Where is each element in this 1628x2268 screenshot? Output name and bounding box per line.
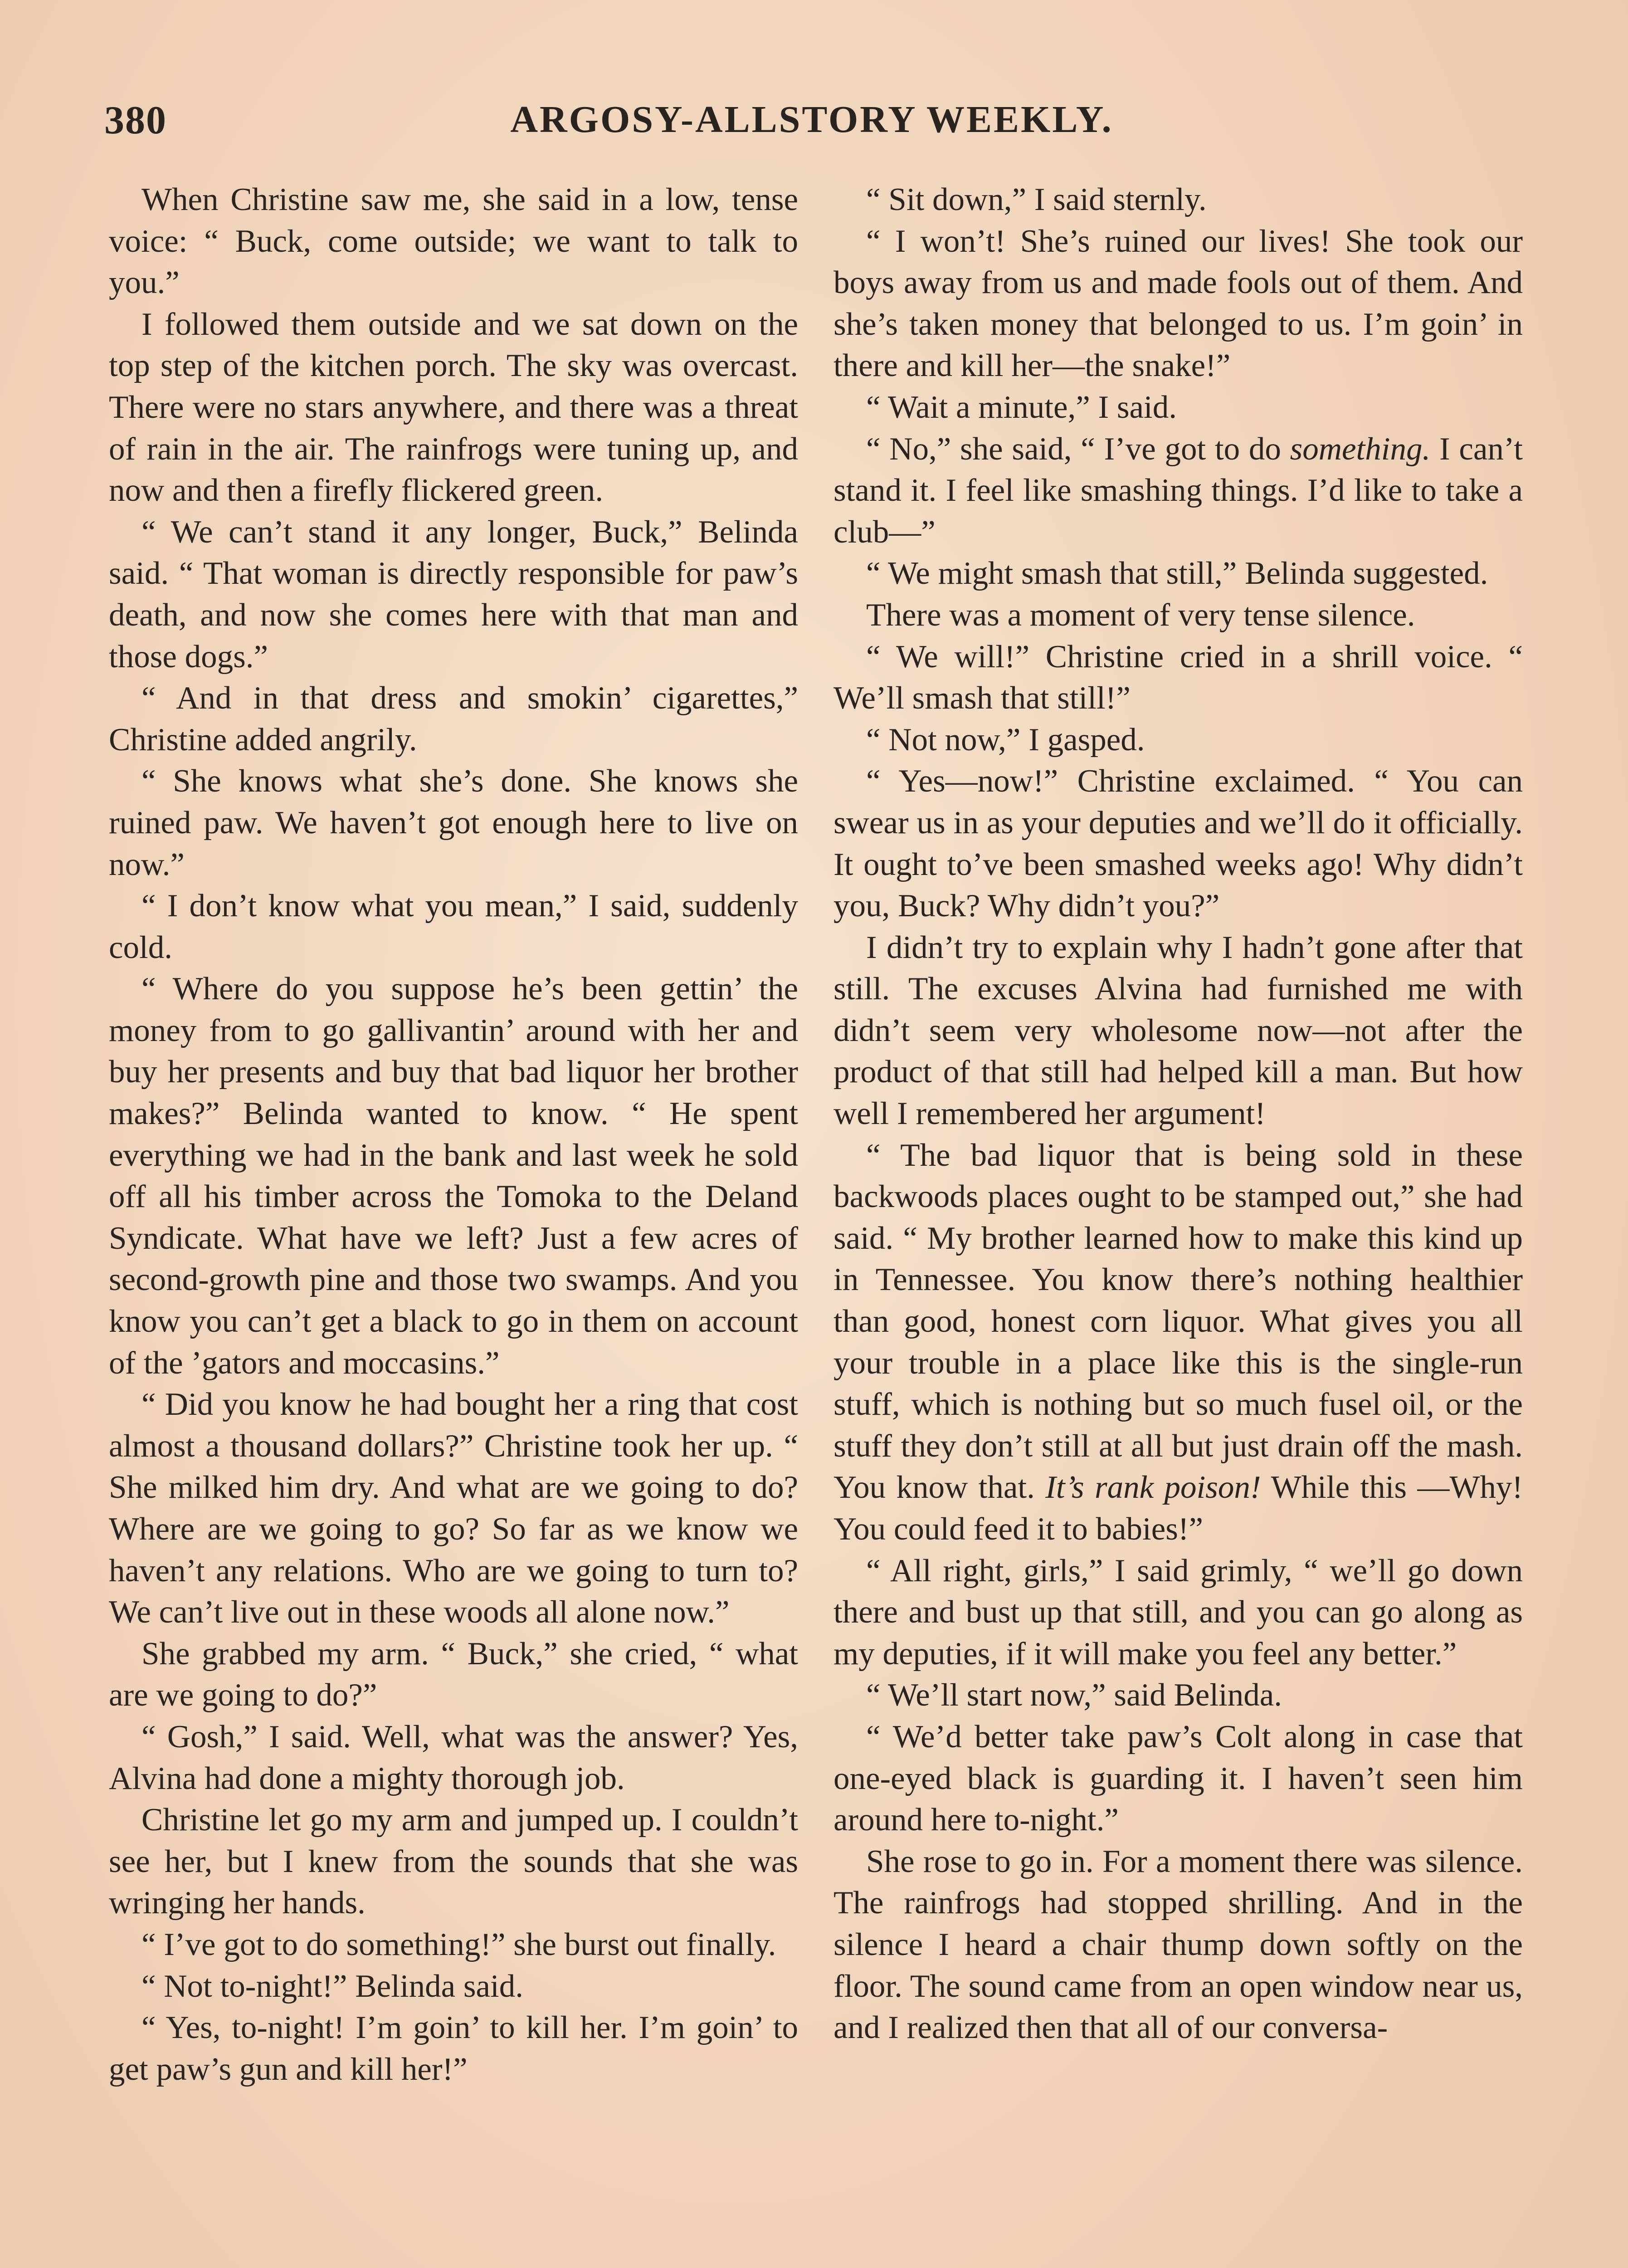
paragraph: “ We can’t stand it any longer, Buck,” Belinda said. “ That woman is directly responsible for paw’s death, and now she comes here with that man and those dogs.” [109, 514, 798, 675]
paragraph [833, 429, 1523, 553]
paragraph-text: While this —Why! You could feed it to babies!” [833, 1470, 1523, 1547]
paragraph: There was a moment of very tense silence. [866, 597, 1415, 633]
page-number: 380 [104, 98, 167, 142]
paragraph: She grabbed my arm. “ Buck,” she cried, “ what are we going to do?” [109, 1636, 798, 1713]
right-column [833, 179, 1523, 2049]
paragraph: “ I don’t know what you mean,” I said, suddenly cold. [109, 888, 798, 965]
paragraph [833, 1135, 1523, 1550]
paragraph: “ Yes—now!” Christine exclaimed. “ You can swear us in as your deputies and we’ll do it officially. It ought to’ve been smashed weeks ago! Why didn’t you, Buck? Why didn’t you?” [833, 763, 1523, 924]
page-header [104, 98, 1519, 147]
italic-text: It’s rank poison! [1045, 1470, 1261, 1505]
paragraph: “ We will!” Christine cried in a shrill voice. “ We’ll smash that still!” [833, 639, 1523, 716]
paragraph: “ Yes, to-night! I’m goin’ to kill her. I’m goin’ to get paw’s gun and kill her!” [109, 2010, 798, 2087]
paragraph: “ And in that dress and smokin’ cigarettes,” Christine added angrily. [109, 680, 798, 758]
left-column [109, 179, 798, 2090]
paragraph: “ I’ve got to do something!” she burst out finally. [141, 1926, 776, 1962]
paragraph-text: “ No,” she said, “ I’ve got to do [866, 431, 1290, 467]
paragraph: “ Wait a minute,” I said. [866, 389, 1177, 425]
paragraph: “ Where do you suppose he’s been gettin’ the money from to go gallivantin’ around with her and buy her presents and buy that bad liquor her brother makes?” Belinda wanted to know. “ He spent everything we had in the bank and last week he sold off all his timber across the Tomoka to the Deland Syndicate. What have we left? Just a few acres of second-growth pine and those two swamps. And you know you can’t get a black to go in them on account of the ’gators and moccasins.” [109, 971, 798, 1381]
paragraph: “ Did you know he had bought her a ring that cost almost a thousand dollars?” Christine took her up. “ She milked him dry. And what are we going to do? Where are we going to go? So far as we know we haven’t any relations. Who are we going to turn to? We can’t live out in these woods all alone now.” [109, 1387, 798, 1630]
paragraph: When Christine saw me, she said in a low, tense voice: “ Buck, come outside; we want to talk to you.” [109, 182, 798, 301]
paragraph: “ We might smash that still,” Belinda suggested. [866, 556, 1488, 591]
paragraph: I followed them outside and we sat down on the top step of the kitchen porch. The sky was overcast. There were no stars anywhere, and there was a threat of rain in the air. The rainfrogs were tuning up, and now and then a firefly flickered green. [109, 306, 798, 508]
paragraph: “ Sit down,” I said sternly. [866, 182, 1207, 217]
paragraph: “ Not now,” I gasped. [866, 722, 1145, 758]
paragraph: “ All right, girls,” I said grimly, “ we’ll go down there and bust up that still, and you can go along as my deputies, if it will make you feel any better.” [833, 1553, 1523, 1672]
paragraph: “ Not to-night!” Belinda said. [141, 1968, 523, 2004]
paragraph: Christine let go my arm and jumped up. I couldn’t see her, but I knew from the sounds that she was wringing her hands. [109, 1802, 798, 1921]
text-columns [109, 179, 1524, 2268]
paragraph-text: “ The bad liquor that is being sold in these backwoods places ought to be stamped out,” she had said. “ My brother learned how to make this kind up in Tennessee. You know there’s nothing healthier than good, honest corn liquor. What gives you all your trouble in a place like this is the single-run stuff, which is nothing but so much fusel oil, or the stuff they don’t still at all but just drain off the mash. You know that. [833, 1137, 1523, 1505]
paragraph: “ We’ll start now,” said Belinda. [866, 1677, 1282, 1713]
italic-text: something. [1290, 431, 1431, 467]
paragraph: “ Gosh,” I said. Well, what was the answer? Yes, Alvina had done a mighty thorough job. [109, 1719, 798, 1796]
paragraph-text: I can’t stand it. I feel like smashing things. I’d like to take a club—” [833, 431, 1523, 550]
paragraph: “ She knows what she’s done. She knows she ruined paw. We haven’t got enough here to live on now.” [109, 763, 798, 882]
paragraph: I didn’t try to explain why I hadn’t gone after that still. The excuses Alvina had furnished me with didn’t seem very wholesome now—not after the product of that still had helped kill a man. But how well I remembered her argument! [833, 929, 1523, 1132]
paragraph: “ I won’t! She’s ruined our lives! She took our boys away from us and made fools out of them. And she’s taken money that belonged to us. I’m goin’ in there and kill her—the snake!” [833, 223, 1523, 384]
paragraph: She rose to go in. For a moment there was silence. The rainfrogs had stopped shrilling. And in the silence I heard a chair thump down softly on the floor. The sound came from an open window near us, and I realized then that all of our conversa- [833, 1843, 1523, 2046]
paragraph: “ We’d better take paw’s Colt along in case that one-eyed black is guarding it. I haven’t seen him around here to-night.” [833, 1719, 1523, 1838]
running-title: ARGOSY-ALLSTORY WEEKLY. [510, 98, 1113, 141]
